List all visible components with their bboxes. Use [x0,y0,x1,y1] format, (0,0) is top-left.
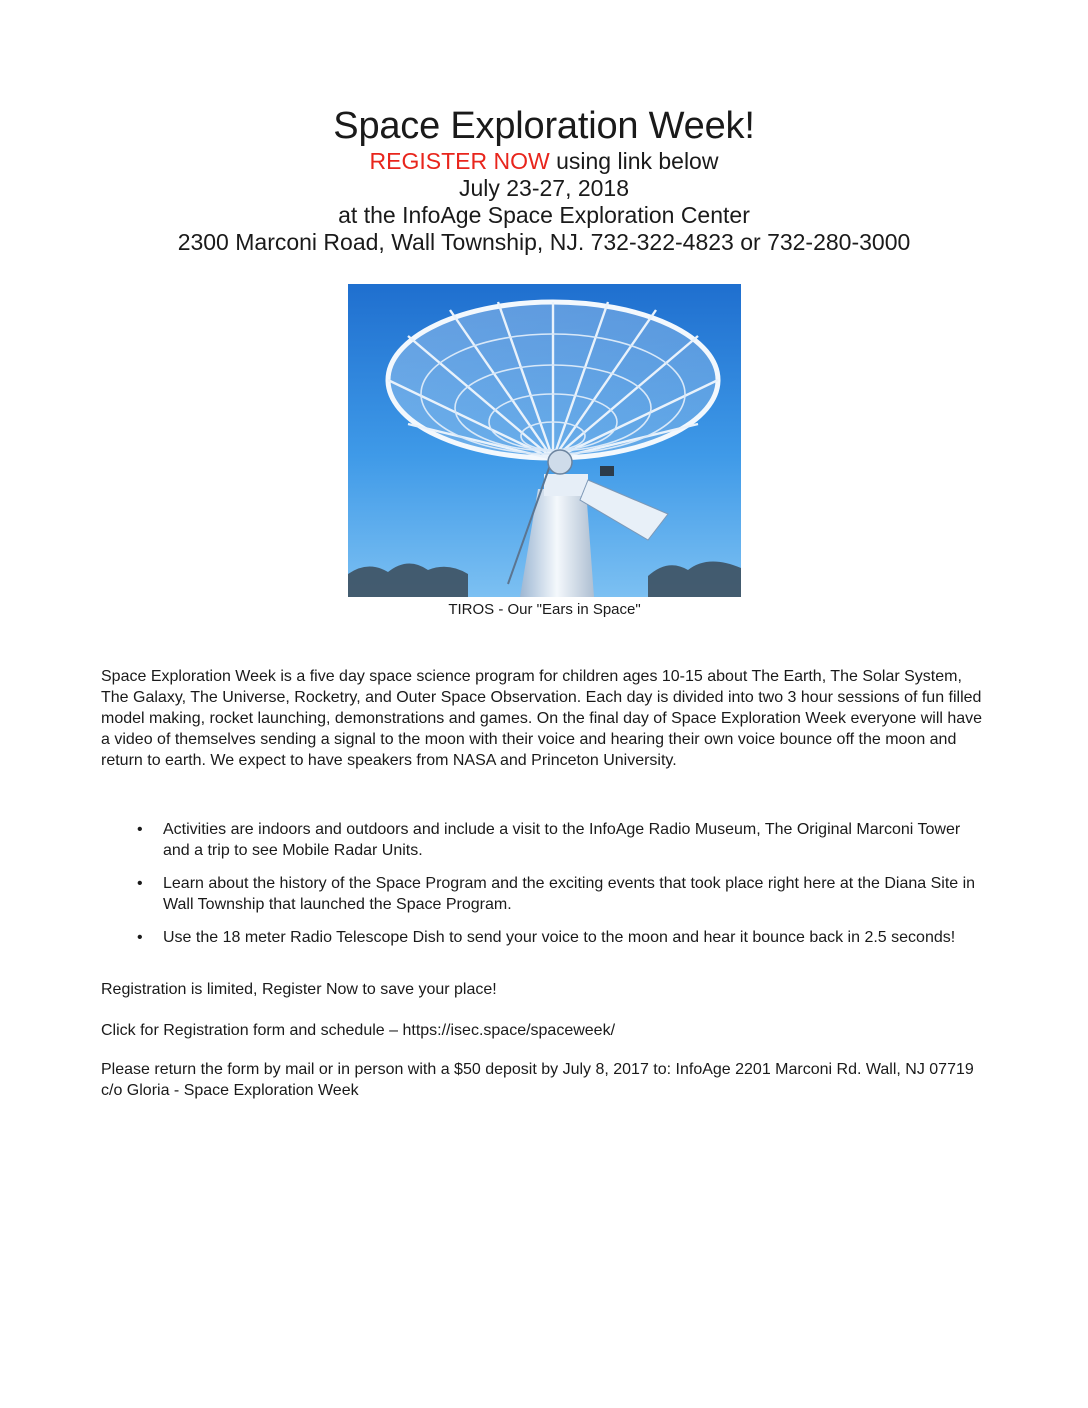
list-item-text: Use the 18 meter Radio Telescope Dish to send your voice to the moon and hear it bounce back in 2.5 seconds! [163,929,956,946]
page-title: Space Exploration Week! [333,105,755,147]
activities-list [101,819,991,960]
photo-caption: TIROS - Our "Ears in Space" [448,601,641,618]
program-description: Space Exploration Week is a five day space science program for children ages 10-15 about The Earth, The Solar System, The Galaxy, The Universe, Rocketry, and Outer Space Observation. Each day is divided into two 3 hour sessions of fun filled model making, rocket launching, demonstrations and games. On the final day of Space Exploration Week everyone will have a video of themselves sending a signal to the moon with their voice and hearing their own voice bounce off the moon and return to earth. We expect to have speakers from NASA and Princeton University. [101,668,983,769]
flyer-header [0,104,1088,256]
return-form-instructions: Please return the form by mail or in person with a $50 deposit by July 8, 2017 to: InfoAge 2201 Marconi Rd. Wall, NJ 07719 c/o Gloria - Space Exploration Week [101,1061,974,1099]
register-line-rest: using link below [549,148,719,174]
registration-link[interactable]: Click for Registration form and schedule – https://isec.space/spaceweek/ [101,1022,616,1039]
register-now-link[interactable]: REGISTER NOW [369,148,550,174]
event-dates: July 23-27, 2018 [458,175,630,201]
event-venue: at the InfoAge Space Exploration Center [338,202,750,228]
bullet-icon: • [137,821,143,838]
radio-telescope-photo [348,284,741,597]
list-item [101,819,991,861]
list-item [101,927,991,948]
register-line [0,148,1088,175]
list-item-text: Learn about the history of the Space Program and the exciting events that took place right here at the Diana Site in Wall Township that launched the Space Program. [163,875,976,913]
list-item-text: Activities are indoors and outdoors and include a visit to the InfoAge Radio Museum, The Original Marconi Tower and a trip to see Mobile Radar Units. [163,821,961,859]
bullet-icon: • [137,929,143,946]
registration-limited-note: Registration is limited, Register Now to save your place! [101,981,497,998]
list-item [101,873,991,915]
event-address-phone: 2300 Marconi Road, Wall Township, NJ. 732-322-4823 or 732-280-3000 [177,229,911,255]
bullet-icon: • [137,875,143,892]
